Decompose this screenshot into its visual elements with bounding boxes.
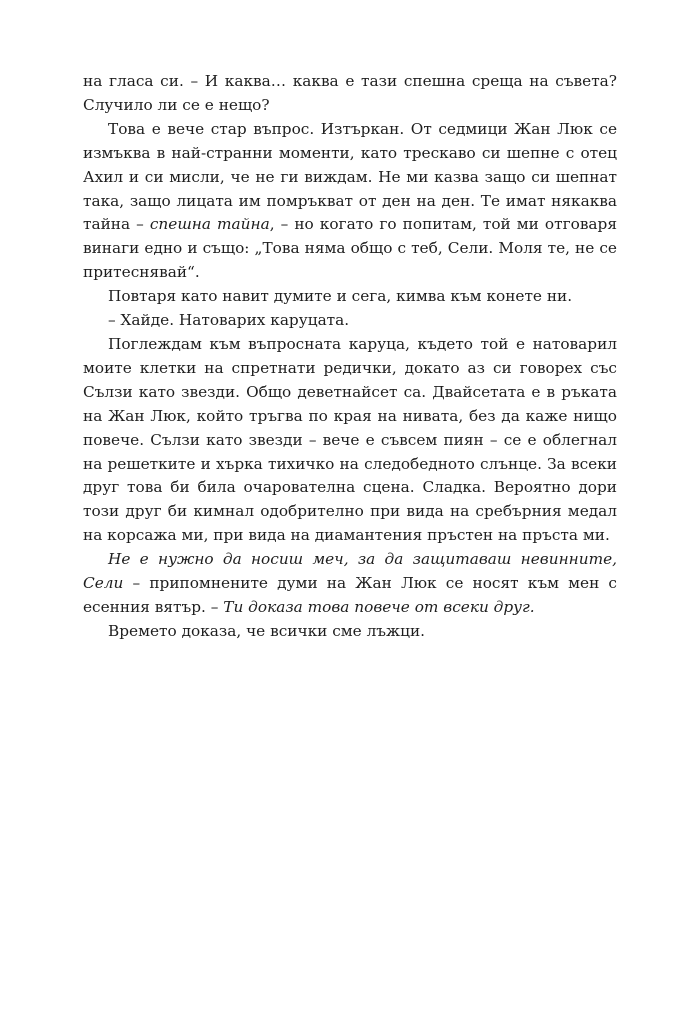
text-segment: , – но когато го попитам, той ми отговаря винаги едно и също: „Това няма общо с теб, Сели. Моля те, не се притеснявай“. xyxy=(83,215,617,282)
paragraph-3 xyxy=(83,285,617,309)
text-segment: – припомнените думи на Жан Люк се носят към мен с есенния вятър. – xyxy=(83,574,617,616)
text-segment: Това е вече стар въпрос. Изтъркан. От седмици Жан Люк се измъква в най-странни моменти, като трескаво си шепне с отец Ахил и си мисли, че не ги виждам. Не ми казва защо си шепнат така, защо лицата им помръкват от ден на ден. Те имат някаква тайна – xyxy=(83,119,617,234)
paragraph-4 xyxy=(83,309,617,333)
page-body xyxy=(83,70,617,644)
text-segment: Времето доказа, че всички сме лъжци. xyxy=(108,621,425,640)
paragraph-2 xyxy=(83,118,617,285)
text-segment: – Хайде. Натоварих каруцата. xyxy=(108,311,350,330)
italic-segment: Не е нужно да носиш меч, за да защитаваш невинните, Сели xyxy=(83,550,617,593)
paragraph-6 xyxy=(83,548,617,620)
italic-segment: Ти доказа това повече от всеки друг. xyxy=(223,597,535,616)
text-segment: Поглеждам към въпросната каруца, където той е натоварил моите клетки на спретнати редички, докато аз си говорех със Сълзи като звезди. Общо деветнайсет са. Двайсетата е в ръката на Жан Люк, който тръгва по края на нивата, без да каже нищо повече. Сълзи като звезди – вече е съвсем пиян – се е облегнал на решетките и хърка тихичко на следобедното слънце. За всеки друг това би била очарователна сцена. Сладка. Вероятно дори този друг би кимнал одобрително при вида на сребърния медал на корсажа ми, при вида на диамантения пръстен на пръста ми. xyxy=(83,334,617,545)
italic-segment: спешна тайна xyxy=(149,215,270,234)
paragraph-1 xyxy=(83,70,617,118)
paragraph-5 xyxy=(83,333,617,548)
text-segment: на гласа си. – И каква… каква е тази спешна среща на съвета? Случило ли се е нещо? xyxy=(83,72,617,114)
paragraph-7 xyxy=(83,620,617,644)
text-segment: Повтаря като навит думите и сега, кимва към конете ни. xyxy=(108,287,573,306)
